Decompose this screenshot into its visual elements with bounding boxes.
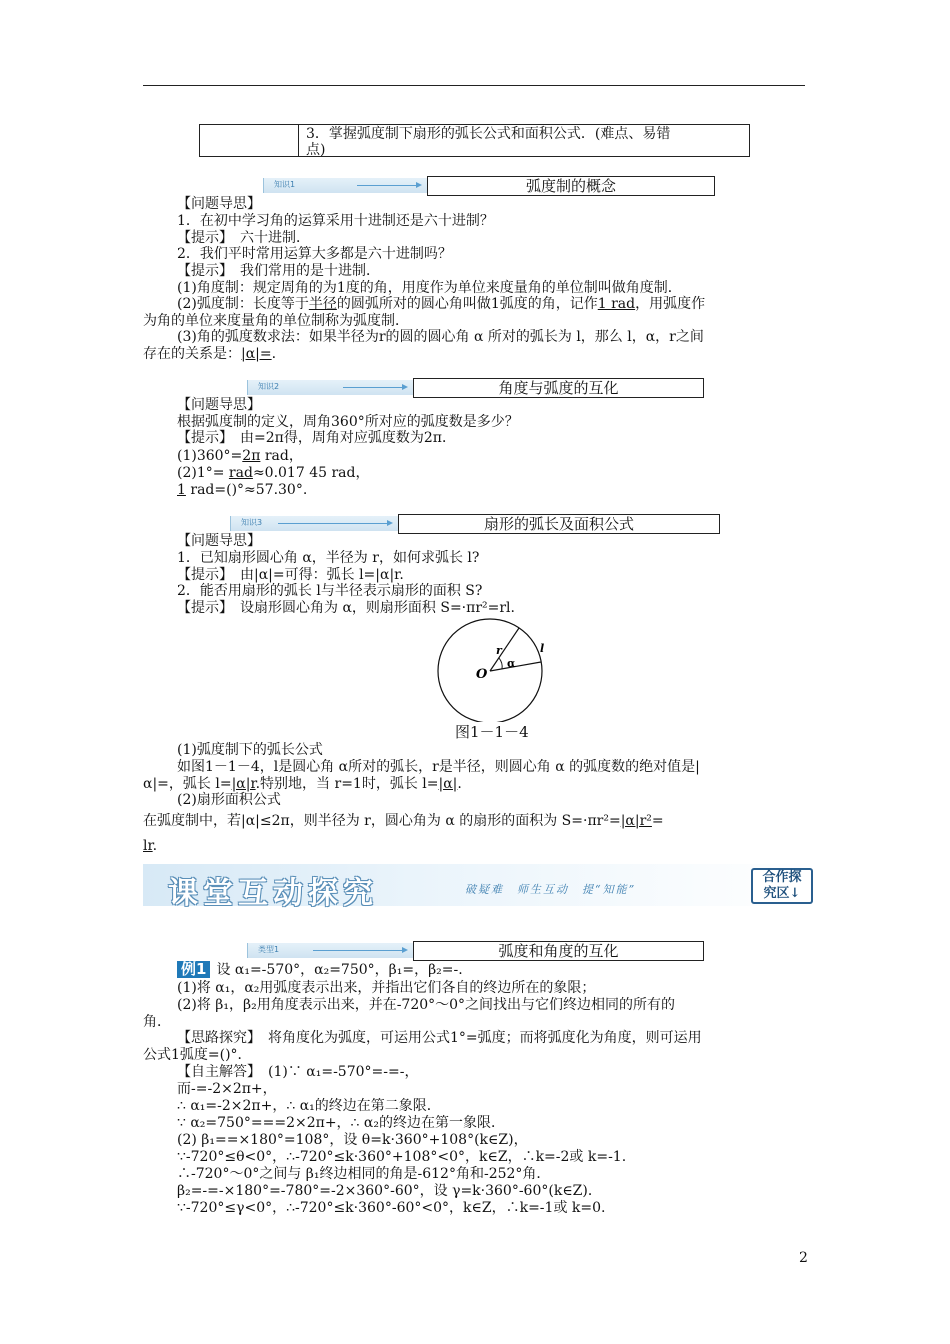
section-header-3 [230,514,720,534]
angle-arc [499,658,502,669]
conversion-2 [177,465,369,482]
label-alpha: α [507,657,516,670]
label-r: r [496,644,502,657]
area-formula-line [143,813,664,830]
text-line: 为角的单位来度量角的单位制称为弧度制． [143,313,409,329]
text-line: 根据弧度制的定义，周角360°所对应的弧度数是多少？ [177,414,519,430]
figure-caption: 图1－1－4 [455,723,529,741]
section-title-1: 弧度制的概念 [427,176,715,196]
knowledge-tag [263,178,427,193]
text-line: (2) β₁==×180°=108°，设 θ=k·360°+108°(k∈Z)， [177,1132,528,1148]
arrow-icon [343,387,403,388]
text-line: 公式1弧度=()°． [143,1047,252,1063]
text-line: 【思路探究】 将角度化为弧度，可运用公式1°=弧度；而将弧度化为角度，则可运用 [177,1030,702,1046]
section-title-4: 弧度和角度的互化 [413,941,704,961]
text-span: rad=()°≈57.30°. [185,482,308,498]
text-span: (2)1°= [177,465,229,481]
section-header-2 [247,378,704,398]
section-title-2: 角度与弧度的互化 [413,378,704,398]
objective-item-3-cont: 点) [306,142,326,158]
text-line: 【提示】 由=2π得，周角对应弧度数为2π． [177,430,456,446]
knowledge-tag [247,380,413,395]
text-span: (2)弧度制：长度等于 [177,296,309,312]
text-span: α|=，弧长 l= [143,776,232,792]
abs-relation [143,346,276,363]
text-line: ∵ α₂=750°===2×2π+，∴ α₂的终边在第一象限． [177,1115,505,1131]
text-line: 角． [143,1014,171,1030]
arc-length-line [143,776,462,793]
text-span: . [457,776,462,792]
banner-box [751,868,813,904]
area-formula-cont [143,838,157,855]
objectives-text-cell [306,126,746,158]
example-header [177,961,463,979]
answer-blank: |α|r [231,776,256,792]
text-span: . [271,346,277,362]
text-line: (2)扇形面积公式 [177,792,281,808]
text-line: 【提示】 设扇形圆心角为 α，则扇形面积 S=·πr²=rl. [177,600,515,616]
text-line: 【提示】 由|α|=可得：弧长 l=|α|r. [177,567,404,583]
text-span: .特别地，当 r=1时，弧长 l= [255,776,439,792]
label-O: O [476,667,488,682]
answer-blank: |α|= [241,346,272,362]
example-text: 设 α₁=-570°，α₂=750°，β₁=，β₂=-. [216,962,463,978]
example-badge: 例1 [177,961,210,978]
banner-box-line: 合作探 [762,870,802,885]
text-line: (2)将 β₁，β₂用角度表示出来，并在-720°～0°之间找出与它们终边相同的所有的 [177,997,676,1013]
radius-line-2 [490,662,541,671]
conversion-1 [177,448,303,465]
objective-item-3: 3．掌握弧度制下扇形的弧长公式和面积公式．(难点、易错 [306,126,671,142]
answer-blank: 1 [177,482,186,498]
conversion-3 [177,482,307,499]
text-line: 【提示】 六十进制． [177,230,310,246]
text-span: . [152,838,158,854]
section-title-3: 扇形的弧长及面积公式 [398,514,720,534]
answer-blank: 半径 [308,296,337,312]
answer-blank: 1 rad [597,296,636,312]
text-line: ∵-720°≤γ<0°，∴-720°≤k·360°-60°<0°，k∈Z，∴k=-1或 k=0. [177,1200,606,1216]
text-span: 存在的关系是： [143,346,241,362]
text-line: 1．已知扇形圆心角 α，半径为 r，如何求弧长 l? [177,550,480,566]
type-tag-label: 类型1 [258,945,280,954]
text-line: 【提示】 我们常用的是十进制． [177,263,380,279]
banner-box-line: 究区↓ [763,886,801,901]
text-span: ，用弧度作 [635,296,706,312]
answer-blank: |α|r² [620,813,652,829]
text-line: 【问题导思】 [177,196,261,212]
objectives-table [199,124,750,157]
answer-blank: rad [228,465,253,481]
knowledge-tag-label: 知识3 [241,518,263,527]
text-line: 【自主解答】 (1)∵ α₁=-570°=-=-， [177,1064,419,1080]
arrow-icon [313,950,403,951]
text-line: (1)弧度制下的弧长公式 [177,742,323,758]
banner-subtitle: 破疑难 师生互动 提“知能” [465,883,637,896]
label-l: l [540,642,545,655]
text-line: 【问题导思】 [177,397,261,413]
sector-figure [430,616,554,722]
text-span: (1)360°= [177,448,243,464]
answer-blank: lr [143,838,153,854]
type-tag [247,943,413,958]
text-span: 的圆弧所对的圆心角叫做1弧度的角，记作 [336,296,598,312]
knowledge-tag-label: 知识1 [274,180,296,189]
text-line: 【问题导思】 [177,533,261,549]
answer-blank: |α| [438,776,458,792]
text-line: ∴-720°～0°之间与 β₁终边相同的角是-612°角和-252°角． [177,1166,551,1182]
knowledge-tag [230,516,398,531]
text-line: 2．我们平时常用运算大多都是六十进制吗？ [177,246,452,262]
knowledge-tag-label: 知识2 [258,382,280,391]
text-line: (3)角的弧度数求法：如果半径为r的圆的圆心角 α 所对的弧长为 l，那么 l，α，r之间 [177,329,704,345]
text-span: ≈0.017 45 rad， [252,465,370,481]
text-line: (1)将 α₁，α₂用弧度表示出来，并指出它们各自的终边所在的象限； [177,980,596,996]
banner-title: 课堂互动探究 [168,876,378,911]
text-line: 而-=-2×2π+， [177,1081,277,1097]
text-line: ∴ α₁=-2×2π+，∴ α₁的终边在第二象限． [177,1098,441,1114]
header-rule [143,85,805,86]
section-header-1 [263,176,715,196]
text-line: 2．能否用扇形的弧长 l与半径表示扇形的面积 S? [177,583,483,599]
text-span: rad， [260,448,303,464]
answer-blank: 2π [242,448,261,464]
section-header-4 [247,941,704,961]
text-span: = [651,813,664,829]
text-line: 如图1－1－4，l是圆心角 α所对的弧长，r是半径，则圆心角 α 的弧度数的绝对值是| [177,759,700,775]
text-span: 在弧度制中，若|α|≤2π，则半径为 r，圆心角为 α 的扇形的面积为 S=·πr²= [143,813,621,829]
section-banner [143,864,816,911]
text-line: (1)角度制：规定周角的为1度的角，用度作为单位来度量角的单位制叫做角度制． [177,280,682,296]
arrow-icon [357,185,417,186]
arrow-icon [278,523,388,524]
text-line: β₂=-=-×180°=-780°=-2×360°-60°，设 γ=k·360°-60°(k∈Z)． [177,1183,602,1199]
page-number: 2 [799,1250,808,1266]
radian-definition [177,296,705,313]
objectives-label-cell [200,125,299,156]
text-line: ∵-720°≤θ<0°，∴-720°≤k·360°+108°<0°，k∈Z，∴k=-2或 k=-1. [177,1149,627,1165]
text-line: 1．在初中学习角的运算采用十进制还是六十进制？ [177,213,494,229]
